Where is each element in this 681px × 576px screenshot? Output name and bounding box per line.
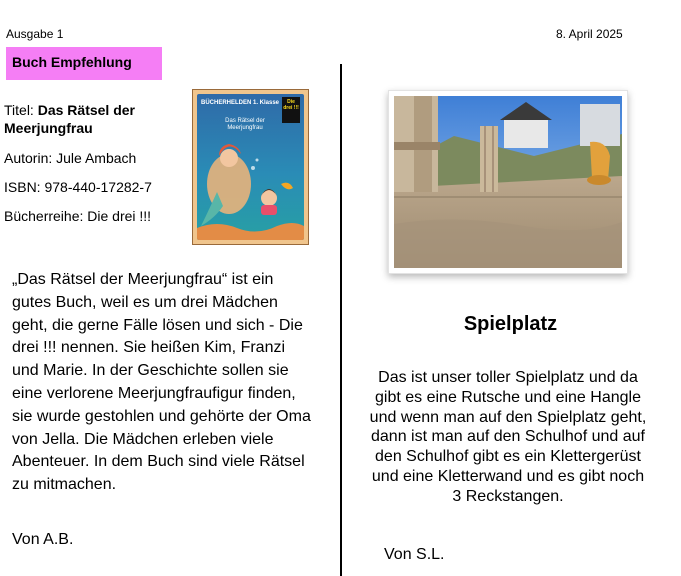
book-title-line — [4, 101, 190, 137]
book-author: Autorin: Jule Ambach — [4, 150, 137, 166]
playground-author: Von S.L. — [384, 546, 445, 563]
cover-title: Das Rätsel der Meerjungfrau — [225, 118, 265, 131]
playground-text: Das ist unser toller Spielplatz und da gibt es eine Rutsche und eine Hangle und wenn man auf den Spielplatz geht, dann ist man auf den Schulhof und auf den Schulhof gibt es ein Klettergerüst und eine Kletterwand und es gibt noch 3 Reckstangen. — [369, 369, 647, 505]
playground-heading: Spielplatz — [463, 313, 558, 335]
book-isbn: ISBN: 978-440-17282-7 — [4, 179, 152, 195]
book-cover-image — [192, 89, 309, 245]
playground-photo — [388, 90, 628, 274]
book-cover-art — [197, 94, 304, 240]
cover-series-banner: BÜCHERHELDEN 1. Klasse — [201, 100, 280, 106]
publication-date: 8. April 2025 — [556, 27, 623, 41]
book-recommendation-heading: Buch Empfehlung — [6, 47, 162, 80]
cover-logo: Die drei !!! — [282, 97, 300, 123]
book-title-label: Titel: — [4, 102, 34, 118]
book-title: Das Rätsel der Meerjungfrau — [4, 102, 135, 136]
book-review-text: „Das Rätsel der Meerjungfrau“ ist ein gutes Buch, weil es um drei Mädchen geht, die gerne Fälle lösen und sich - Die drei !!! nennen. Sie heißen Kim, Franzi und Marie. In der Geschichte sollen sie eine verlorene Meerjungfraufigur finden, sie wurde gestohlen und gehörte der Oma von Jella. Die Mädchen erleben viele Abenteuer. In dem Buch sind viele Rätsel zu mitmachen. — [12, 271, 311, 494]
issue-number: Ausgabe 1 — [6, 27, 64, 41]
playground-photo-scene — [394, 96, 622, 268]
book-review-author: Von A.B. — [12, 531, 74, 548]
book-series: Bücherreihe: Die drei !!! — [4, 208, 152, 224]
